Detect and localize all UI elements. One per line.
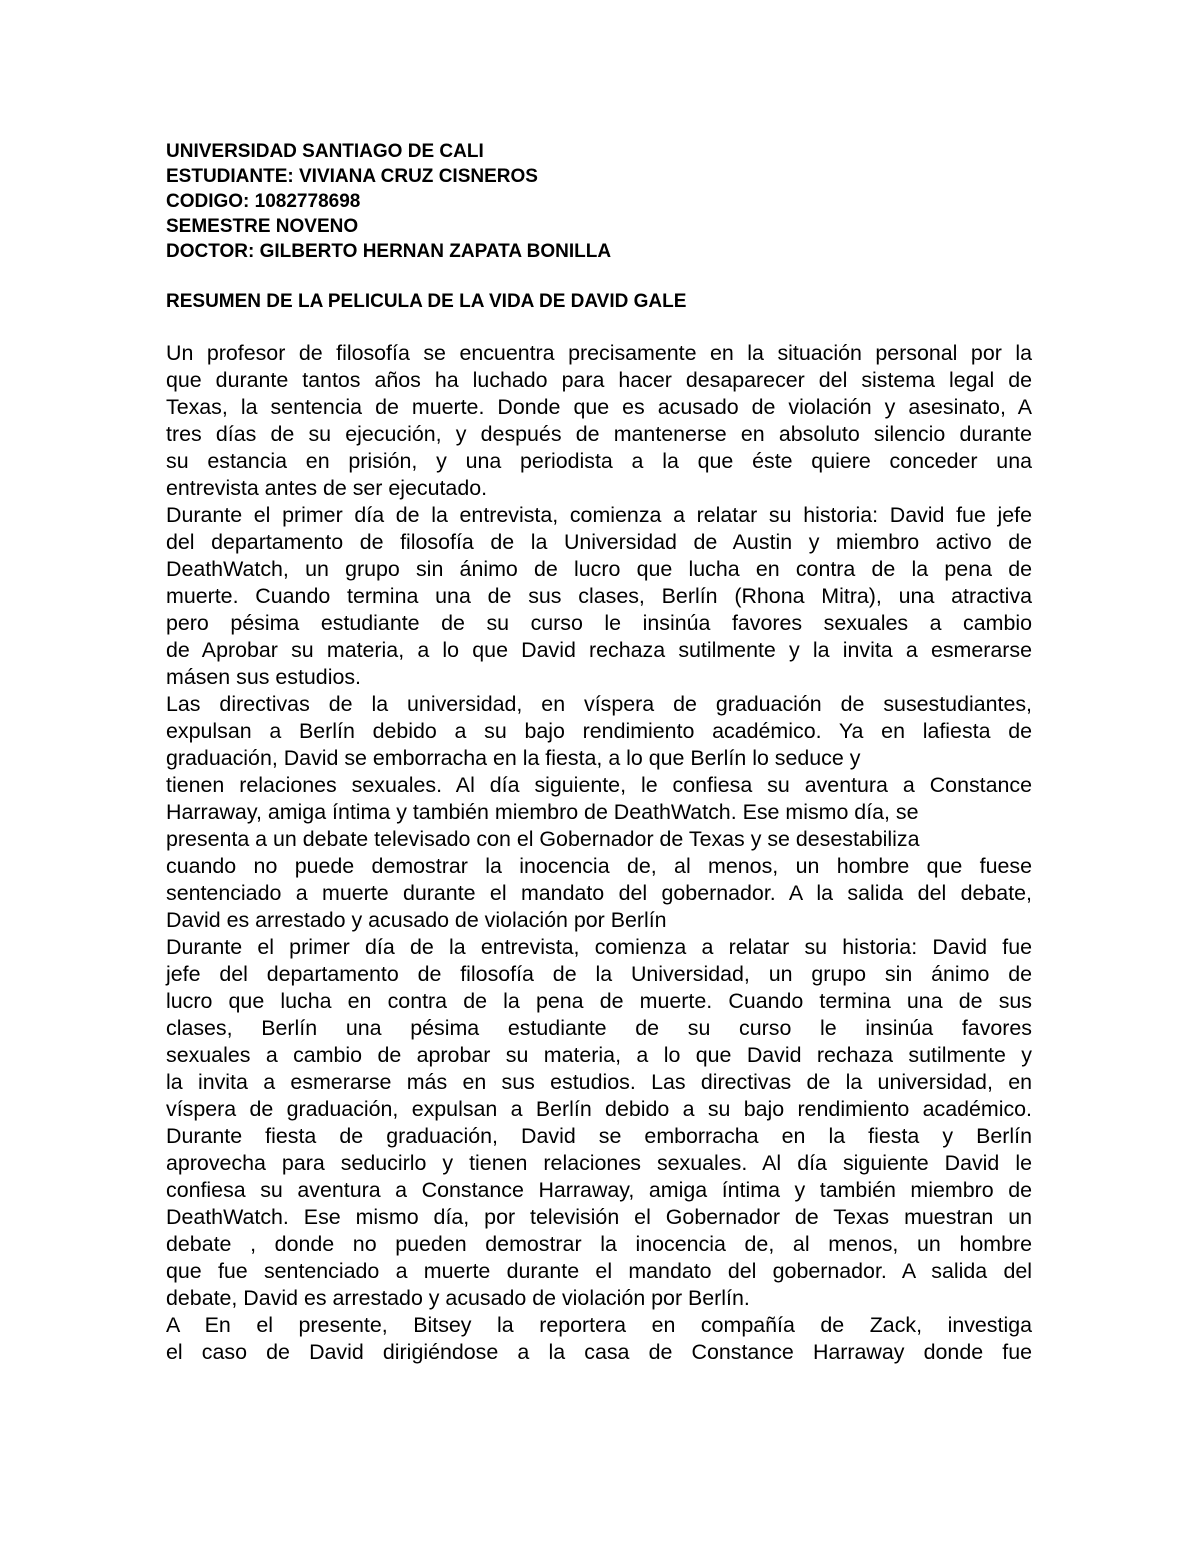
body-line: lucro que lucha en contra de la pena de muerte. Cuando termina una de sus <box>166 989 1032 1013</box>
body-line: el caso de David dirigiéndose a la casa de Constance Harraway donde fue <box>166 1340 1032 1364</box>
document-title: RESUMEN DE LA PELICULA DE LA VIDA DE DAVID GALE <box>166 291 687 312</box>
body-line: Las directivas de la universidad, en víspera de graduación de susestudiantes, <box>166 692 1032 716</box>
body-line: de Aprobar su materia, a lo que David rechaza sutilmente y la invita a esmerarse <box>166 638 1032 662</box>
body-line: Durante el primer día de la entrevista, comienza a relatar su historia: David fue jefe <box>166 503 1032 527</box>
body-line: jefe del departamento de filosofía de la Universidad, un grupo sin ánimo de <box>166 962 1032 986</box>
body-line: debate, David es arrestado y acusado de violación por Berlín. <box>166 1286 750 1310</box>
body-line: la invita a esmerarse más en sus estudios. Las directivas de la universidad, en <box>166 1070 1032 1094</box>
body-line: víspera de graduación, expulsan a Berlín debido a su bajo rendimiento académico. <box>166 1097 1032 1121</box>
body-line: Un profesor de filosofía se encuentra precisamente en la situación personal por la <box>166 341 1032 365</box>
body-line: cuando no puede demostrar la inocencia de, al menos, un hombre que fuese <box>166 854 1032 878</box>
doctor-name: DOCTOR: GILBERTO HERNAN ZAPATA BONILLA <box>166 241 612 262</box>
body-line: sentenciado a muerte durante el mandato del gobernador. A la salida del debate, <box>166 881 1032 905</box>
body-line: sexuales a cambio de aprobar su materia, a lo que David rechaza sutilmente y <box>166 1043 1032 1067</box>
body-line: DeathWatch. Ese mismo día, por televisión el Gobernador de Texas muestran un <box>166 1205 1032 1229</box>
student-name: ESTUDIANTE: VIVIANA CRUZ CISNEROS <box>166 166 538 187</box>
semester: SEMESTRE NOVENO <box>166 216 359 237</box>
body-line: graduación, David se emborracha en la fiesta, a lo que Berlín lo seduce y <box>166 746 861 770</box>
body-line: que durante tantos años ha luchado para hacer desaparecer del sistema legal de <box>166 368 1032 392</box>
body-line: debate , donde no pueden demostrar la inocencia de, al menos, un hombre <box>166 1232 1032 1256</box>
document-content <box>166 139 1032 1366</box>
body-line: entrevista antes de ser ejecutado. <box>166 476 488 500</box>
body-line: A En el presente, Bitsey la reportera en compañía de Zack, investiga <box>166 1313 1032 1337</box>
body-line: Texas, la sentencia de muerte. Donde que es acusado de violación y asesinato, A <box>166 395 1032 419</box>
body-line: del departamento de filosofía de la Universidad de Austin y miembro activo de <box>166 530 1032 554</box>
body-line: confiesa su aventura a Constance Harraway, amiga íntima y también miembro de <box>166 1178 1032 1202</box>
body-line: muerte. Cuando termina una de sus clases, Berlín (Rhona Mitra), una atractiva <box>166 584 1032 608</box>
body-line: que fue sentenciado a muerte durante el mandato del gobernador. A salida del <box>166 1259 1032 1283</box>
body-line: pero pésima estudiante de su curso le insinúa favores sexuales a cambio <box>166 611 1032 635</box>
body-line: DeathWatch, un grupo sin ánimo de lucro que lucha en contra de la pena de <box>166 557 1032 581</box>
body-line: aprovecha para seducirlo y tienen relaciones sexuales. Al día siguiente David le <box>166 1151 1032 1175</box>
body-line: David es arrestado y acusado de violación por Berlín <box>166 908 667 932</box>
body-line: Durante el primer día de la entrevista, comienza a relatar su historia: David fue <box>166 935 1032 959</box>
body-line: tres días de su ejecución, y después de mantenerse en absoluto silencio durante <box>166 422 1032 446</box>
body-line: su estancia en prisión, y una periodista a la que éste quiere conceder una <box>166 449 1032 473</box>
body-line: Harraway, amiga íntima y también miembro de DeathWatch. Ese mismo día, se <box>166 800 919 824</box>
student-code: CODIGO: 1082778698 <box>166 191 361 212</box>
body-line: Durante fiesta de graduación, David se emborracha en la fiesta y Berlín <box>166 1124 1032 1148</box>
body-line: expulsan a Berlín debido a su bajo rendimiento académico. Ya en lafiesta de <box>166 719 1032 743</box>
body-line: clases, Berlín una pésima estudiante de su curso le insinúa favores <box>166 1016 1032 1040</box>
body-line: másen sus estudios. <box>166 665 361 689</box>
university-name: UNIVERSIDAD SANTIAGO DE CALI <box>166 141 484 162</box>
summary-body <box>166 340 1032 1366</box>
body-line: presenta a un debate televisado con el Gobernador de Texas y se desestabiliza <box>166 827 920 851</box>
body-line: tienen relaciones sexuales. Al día siguiente, le confiesa su aventura a Constance <box>166 773 1032 797</box>
